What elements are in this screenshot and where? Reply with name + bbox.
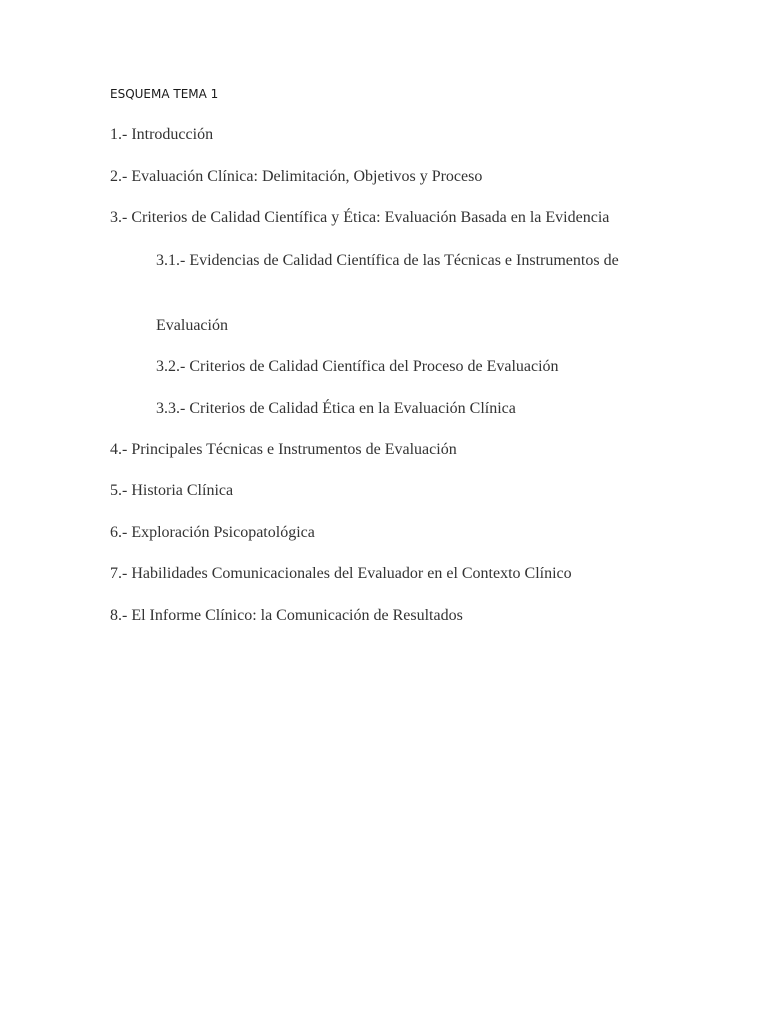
outline-item-4: 4.- Principales Técnicas e Instrumentos de Evaluación <box>110 441 457 458</box>
outline-item-3-2: 3.2.- Criterios de Calidad Científica del Proceso de Evaluación <box>156 358 559 375</box>
outline-item-3-1-continuation: Evaluación <box>156 317 228 334</box>
outline-item-1: 1.- Introducción <box>110 126 214 143</box>
outline-item-3-3: 3.3.- Criterios de Calidad Ética en la Evaluación Clínica <box>156 400 516 417</box>
outline-item-7: 7.- Habilidades Comunicacionales del Evaluador en el Contexto Clínico <box>110 565 572 582</box>
outline-item-5: 5.- Historia Clínica <box>110 482 234 499</box>
document-page <box>110 0 658 1024</box>
outline-item-8: 8.- El Informe Clínico: la Comunicación de Resultados <box>110 607 463 624</box>
outline-item-3-1: 3.1.- Evidencias de Calidad Científica de las Técnicas e Instrumentos de <box>156 252 619 269</box>
document-heading: ESQUEMA TEMA 1 <box>110 87 219 101</box>
outline-item-6: 6.- Exploración Psicopatológica <box>110 524 315 541</box>
outline-item-2: 2.- Evaluación Clínica: Delimitación, Objetivos y Proceso <box>110 168 483 185</box>
outline-item-3: 3.- Criterios de Calidad Científica y Ética: Evaluación Basada en la Evidencia <box>110 209 610 226</box>
